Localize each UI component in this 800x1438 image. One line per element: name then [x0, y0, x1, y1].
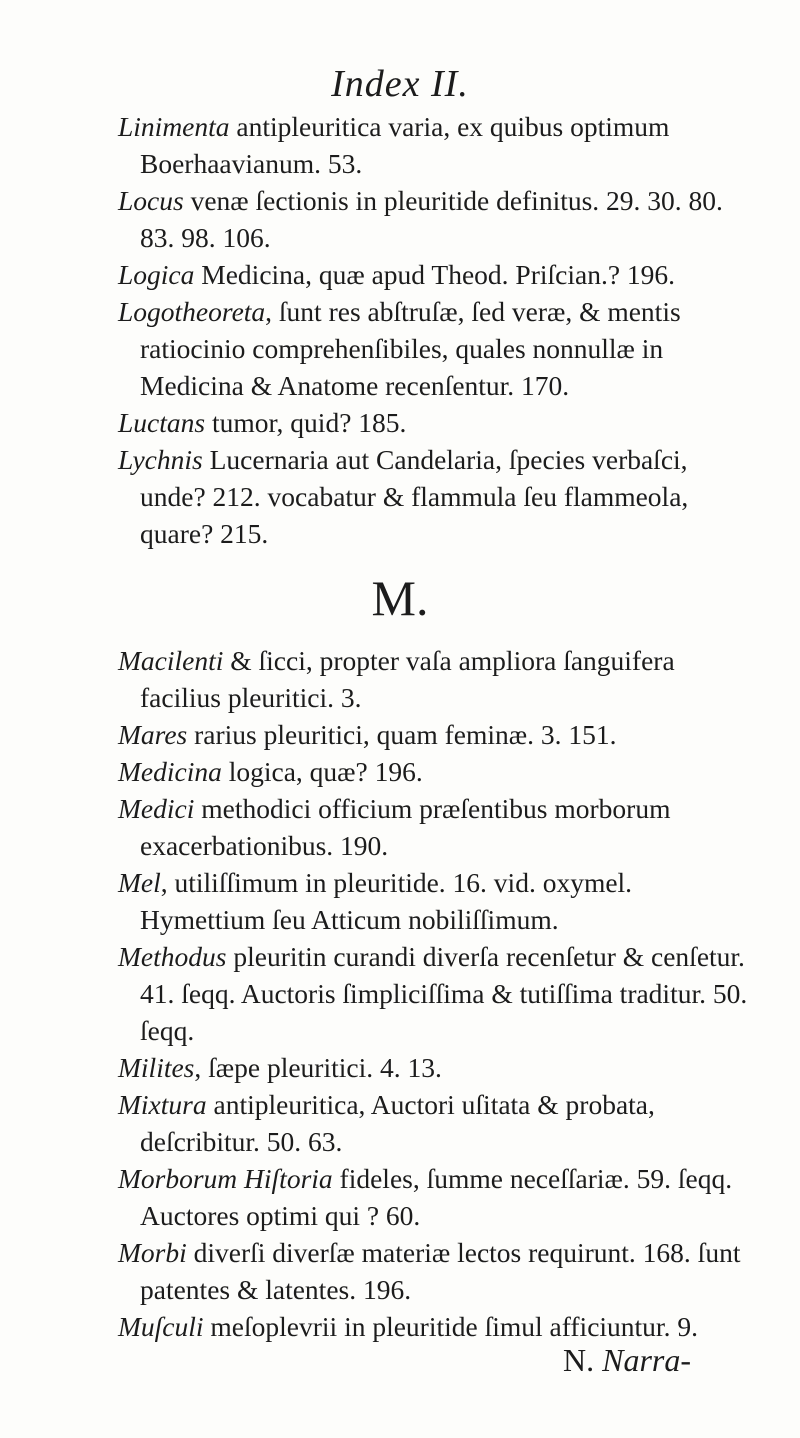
entry-text: & ſicci, propter vaſa ampliora ſanguifera facilius pleuritici. 3. — [140, 645, 675, 713]
entry-term: Medicina — [118, 756, 222, 787]
entry-term: Logica — [118, 259, 195, 290]
entry-term: Medici — [118, 793, 195, 824]
entry-text: diverſi diverſæ materiæ lectos requirunt. 168. ſunt patentes & latentes. 196. — [140, 1237, 741, 1305]
entry-text: antipleuritica varia, ex quibus optimum Boerhaavianum. 53. — [140, 111, 670, 179]
entry-term: Linimenta — [118, 111, 230, 142]
entry-term: Muſculi — [118, 1311, 204, 1342]
index-entry — [118, 182, 758, 256]
index-entry — [118, 441, 758, 552]
entry-text: meſoplevrii in pleuritide ſimul afficiuntur. 9. — [203, 1311, 698, 1342]
index-entry — [118, 716, 758, 753]
index-entry — [118, 1308, 758, 1345]
entry-text: logica, quæ? 196. — [221, 756, 423, 787]
index-entry — [118, 293, 758, 404]
section-letter: M. — [371, 570, 429, 626]
entry-text: Medicina, quæ apud Theod. Priſcian.? 196. — [194, 259, 676, 290]
entry-text: tumor, quid? 185. — [205, 407, 407, 438]
index-entry — [118, 753, 758, 790]
index-entry — [118, 256, 758, 293]
index-entry — [118, 1086, 758, 1160]
entry-text: antipleuritica, Auctori uſitata & probata, deſcribitur. 50. 63. — [140, 1089, 655, 1157]
entry-text: methodici officium præſentibus morborum exacerbationibus. 190. — [140, 793, 671, 861]
index-entry — [118, 1049, 758, 1086]
running-head: Index II. — [331, 63, 469, 105]
catchword — [563, 1342, 691, 1379]
entry-text: venæ ſectionis in pleuritide definitus. 29. 30. 80. 83. 98. 106. — [140, 185, 723, 253]
entry-term: Locus — [118, 185, 184, 216]
catchword-letter: N. — [563, 1342, 603, 1378]
entry-term: Morbi — [118, 1237, 187, 1268]
index-entry — [118, 1234, 758, 1308]
entry-term: Mel — [118, 867, 161, 898]
entry-text: , utiliſſimum in pleuritide. 16. vid. oxymel. Hymettium ſeu Atticum nobiliſſimum. — [140, 867, 633, 935]
index-entry — [118, 1160, 758, 1234]
index-entry — [118, 938, 758, 1049]
entry-term: Morborum Hiſtoria — [118, 1163, 333, 1194]
index-entry — [118, 642, 758, 716]
entry-term: Mares — [118, 719, 188, 750]
entry-term: Logotheoreta — [118, 296, 266, 327]
entry-text: fideles, ſumme neceſſariæ. 59. ſeqq. Auctores optimi qui ? 60. — [140, 1163, 733, 1231]
entry-text: Lucernaria aut Candelaria, ſpecies verbaſci, unde? 212. vocabatur & flammula ſeu flammeola, quare? 215. — [140, 444, 689, 549]
entry-term: Luctans — [118, 407, 206, 438]
entry-term: Macilenti — [118, 645, 224, 676]
catchword-word: Narra- — [602, 1342, 692, 1378]
index-entry — [118, 404, 758, 441]
entry-term: Milites — [118, 1052, 195, 1083]
entry-text: rarius pleuritici, quam feminæ. 3. 151. — [187, 719, 617, 750]
entry-text: pleuritin curandi diverſa recenſetur & cenſetur. 41. ſeqq. Auctoris ſimpliciſſima & tutiſſima traditur. 50. ſeqq. — [140, 941, 748, 1046]
entry-term: Lychnis — [118, 444, 203, 475]
entry-text: , ſæpe pleuritici. 4. 13. — [194, 1052, 442, 1083]
index-entry — [118, 864, 758, 938]
entry-term: Methodus — [118, 941, 227, 972]
index-entry — [118, 108, 758, 182]
entry-text: , ſunt res abſtruſæ, ſed veræ, & mentis ratiocinio comprehenſibiles, quales nonnullæ in Medicina & Anatome recenſentur. 170. — [140, 296, 681, 401]
index-entries — [118, 108, 758, 1345]
entry-term: Mixtura — [118, 1089, 207, 1120]
index-entry — [118, 790, 758, 864]
